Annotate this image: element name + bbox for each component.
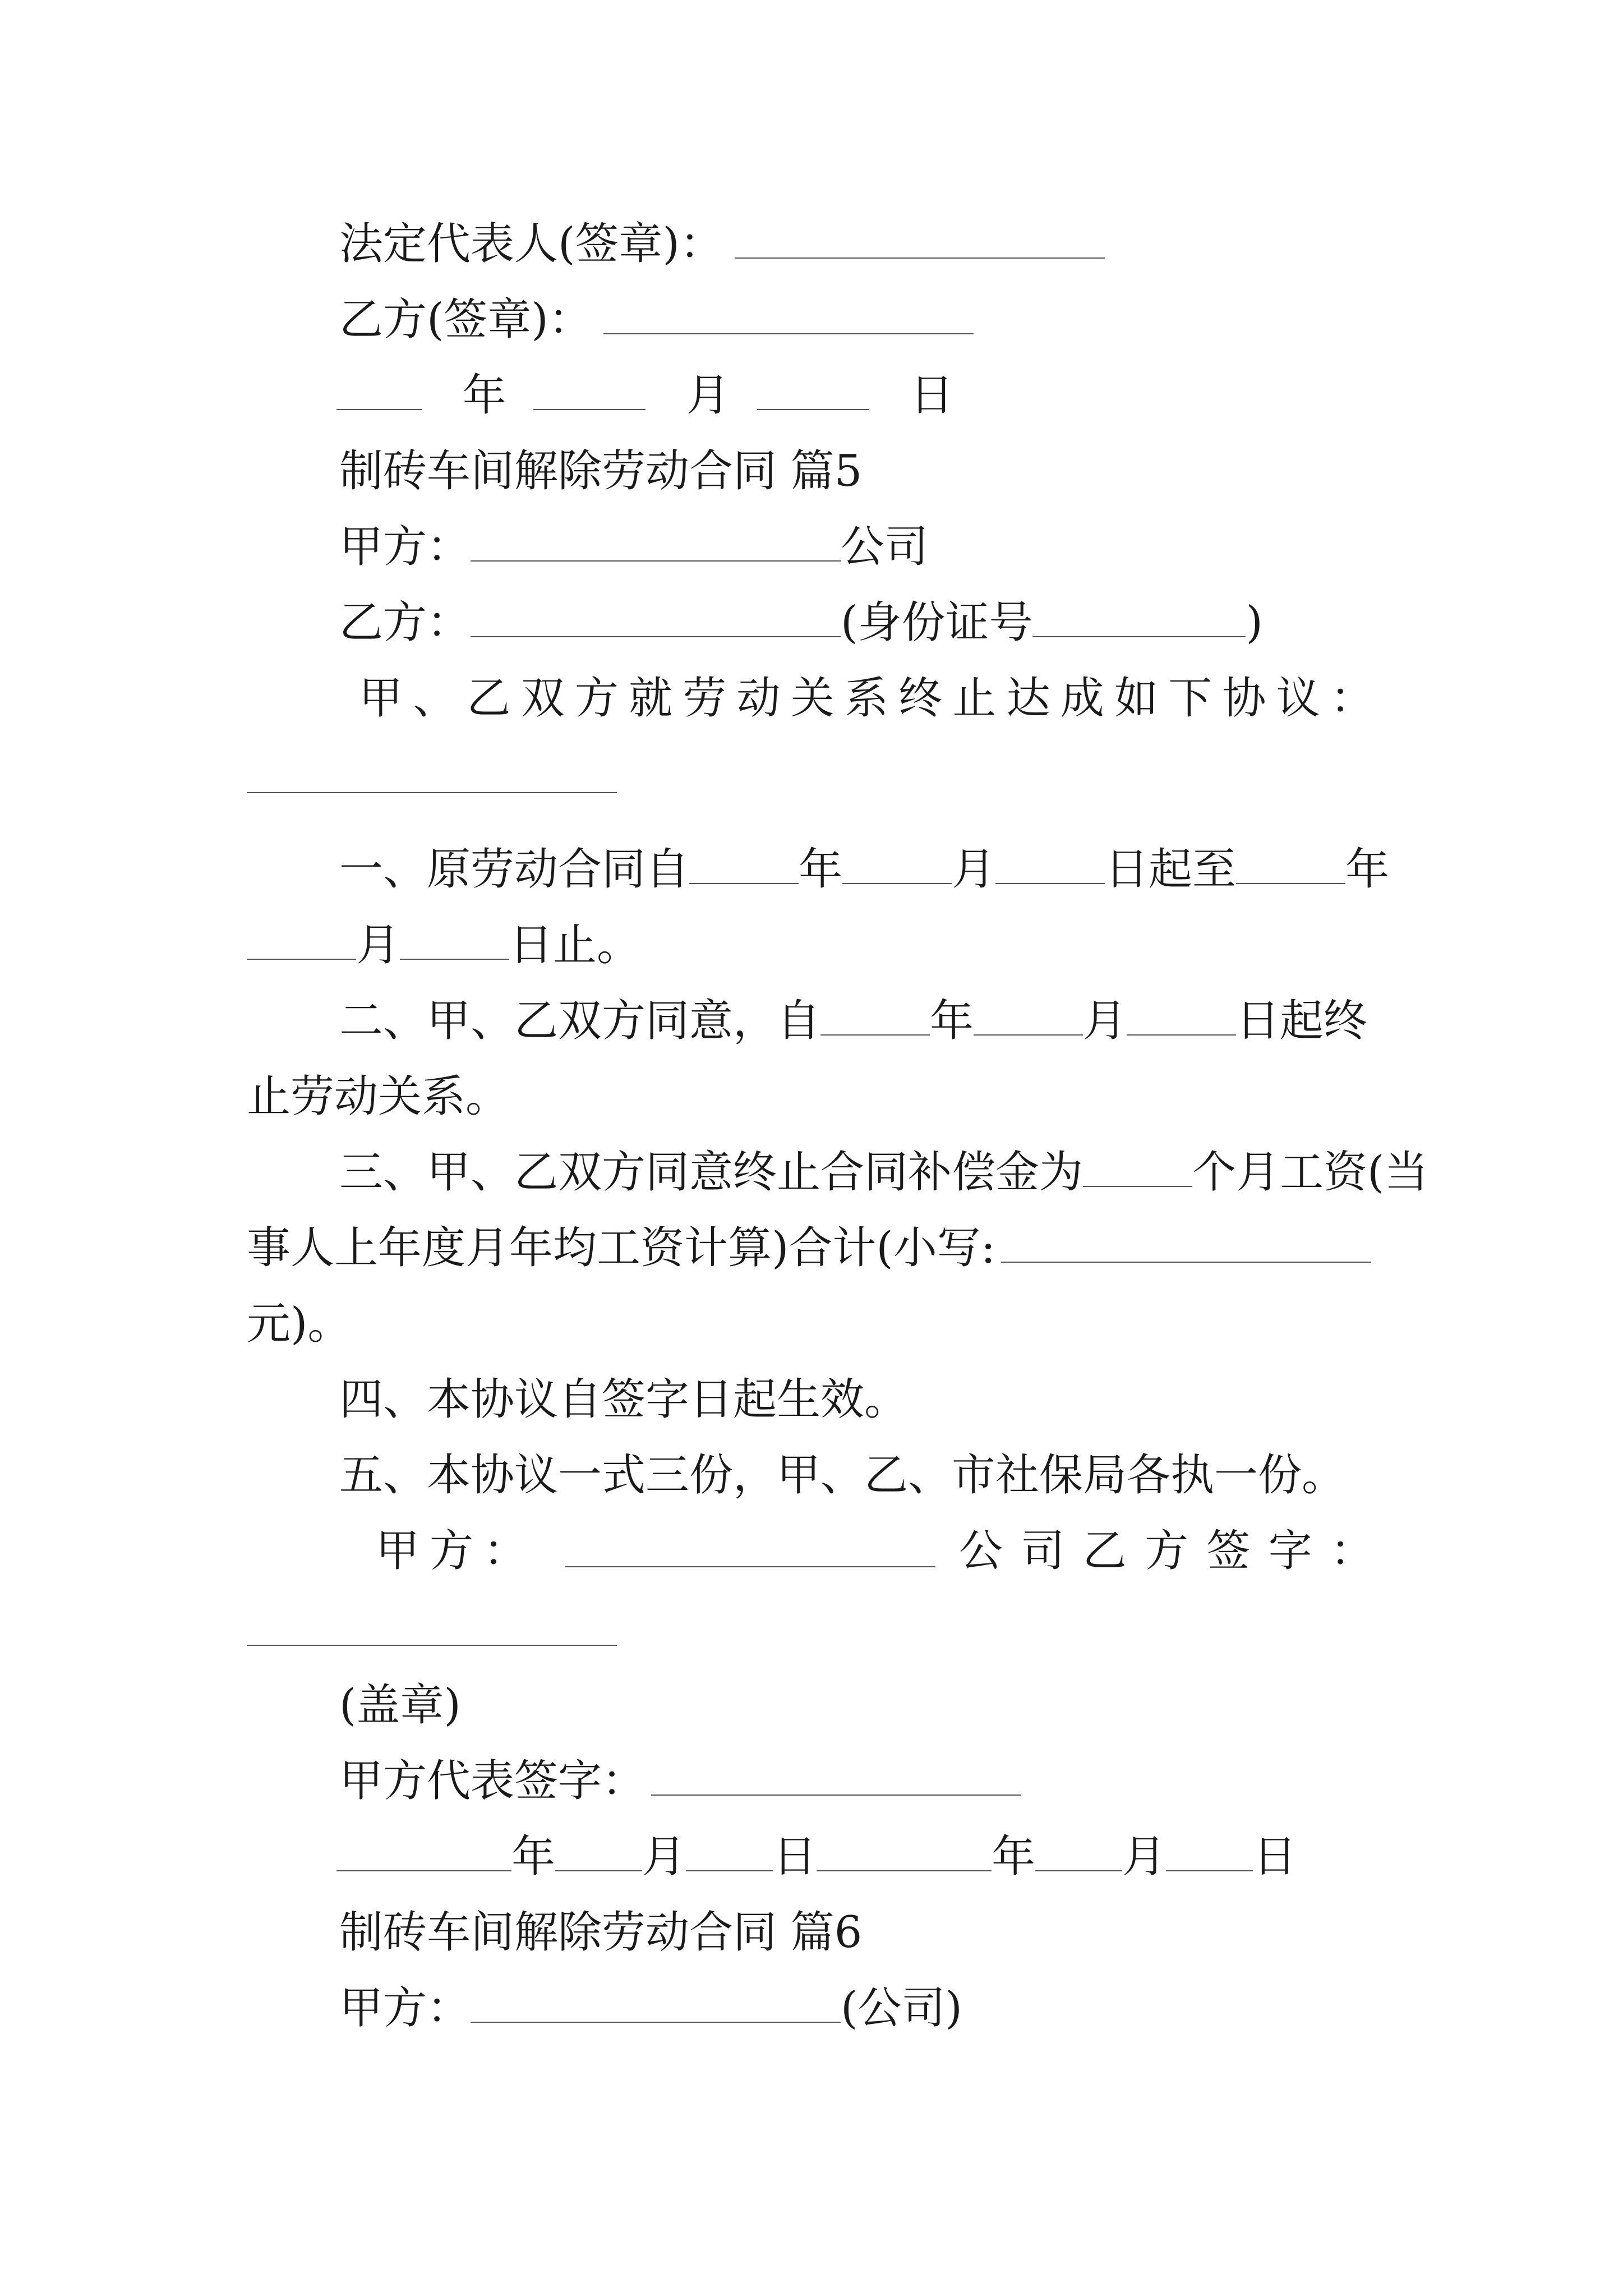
clause-2-line-2 <box>247 1069 509 1125</box>
sig-mid-char: 乙 <box>1082 1526 1127 1576</box>
sig-mid-char: ： <box>1330 1526 1374 1576</box>
d2-day-label: 日 <box>773 1832 817 1882</box>
date-line-2 <box>336 1829 1297 1885</box>
sig-a-char: 方 <box>429 1526 473 1576</box>
seal-line <box>339 1677 461 1733</box>
sig-mid-char: 公 <box>959 1526 1003 1576</box>
party-b-blank <box>471 595 841 637</box>
c1-year2-label: 年 <box>1345 844 1390 895</box>
d2-day2-label: 日 <box>1253 1832 1297 1882</box>
sig-party-a-blank <box>565 1566 935 1567</box>
c3-text-b: 个月工资(当 <box>1192 1147 1428 1198</box>
legal-rep-line <box>339 216 1105 272</box>
party-a-line <box>339 519 928 575</box>
d2-year-label: 年 <box>511 1832 556 1882</box>
party-b-sign-label: 乙方(签章)： <box>339 295 592 345</box>
intro-char: 达 <box>1006 673 1050 724</box>
p6-party-a-blank <box>471 1980 841 2023</box>
c1-year2-blank <box>1236 841 1345 884</box>
party-a-label: 甲方： <box>339 522 471 572</box>
c1-year-label: 年 <box>799 844 843 895</box>
legal-rep-label: 法定代表人(签章)： <box>339 219 723 269</box>
d2-day2-blank <box>1166 1829 1253 1871</box>
clause-4-line <box>339 1372 908 1428</box>
c1-month2-blank <box>247 917 356 960</box>
d2-month-blank <box>555 1829 642 1871</box>
sig-mid-char: 方 <box>1144 1526 1188 1576</box>
clause-3-line-3 <box>247 1296 351 1352</box>
date-line-1 <box>336 367 953 424</box>
c1-month-blank <box>842 841 952 884</box>
d2-month2-blank <box>1035 1829 1122 1871</box>
party-b-line <box>339 595 1263 651</box>
intro-char: 议 <box>1276 673 1320 724</box>
intro-char: 止 <box>952 673 997 724</box>
clause-1-line <box>339 841 1389 898</box>
sig-a-char: 甲 <box>376 1526 420 1576</box>
intro-char: 如 <box>1114 673 1159 724</box>
sig-mid-char: 签 <box>1206 1526 1251 1576</box>
c1-month-label: 月 <box>952 844 996 895</box>
rep-sign-line <box>339 1753 1021 1809</box>
sig-mid-char: 司 <box>1021 1526 1065 1576</box>
p6-party-a-suffix: (公司) <box>841 1983 962 2033</box>
party-b-sign-line <box>339 292 974 348</box>
c2-line2-text: 止劳动关系。 <box>247 1071 510 1122</box>
intro-char: 劳 <box>683 673 727 724</box>
section-title-6 <box>339 1904 862 1961</box>
c1-text-a: 一、原劳动合同自 <box>339 844 690 895</box>
section-title-6-text: 制砖车间解除劳动合同 篇6 <box>339 1907 863 1958</box>
intro-char: 动 <box>736 673 781 724</box>
c2-year-blank <box>820 993 930 1036</box>
intro-char: 关 <box>790 673 834 724</box>
d2-month-label: 月 <box>642 1832 686 1882</box>
date-day-blank <box>757 367 869 410</box>
clause-3-line <box>339 1144 1428 1200</box>
intro-char: 下 <box>1168 673 1212 724</box>
intro-char: 系 <box>844 673 888 724</box>
d2-day-blank <box>686 1829 773 1871</box>
c1-year-blank <box>689 841 799 884</box>
agreement-intro-blank <box>247 792 617 793</box>
intro-char: 双 <box>520 673 565 724</box>
party-b-sign-blank <box>603 292 974 334</box>
c1-end-label: 日止。 <box>509 920 641 970</box>
seal-text: (盖章) <box>339 1680 461 1731</box>
intro-char: 成 <box>1060 673 1104 724</box>
c4-text: 四、本协议自签字日起生效。 <box>339 1374 909 1425</box>
d2-year2-blank <box>817 1829 992 1871</box>
c2-end-label: 日起终 <box>1236 996 1368 1046</box>
clause-5-line <box>339 1447 1345 1503</box>
section-title-5-text: 制砖车间解除劳动合同 篇5 <box>339 446 863 496</box>
id-prefix: (身份证号 <box>841 597 1033 648</box>
id-suffix: ) <box>1246 597 1263 648</box>
legal-rep-blank <box>735 216 1105 259</box>
c3-amount-blank <box>1001 1220 1371 1263</box>
c2-day-blank <box>1127 993 1236 1036</box>
c2-text-a: 二、甲、乙双方同意，自 <box>339 996 821 1046</box>
c1-from-label: 日起至 <box>1105 844 1237 895</box>
clause-3-line-2 <box>247 1220 1371 1276</box>
c1-month2-label: 月 <box>356 920 400 970</box>
date-year-label: 年 <box>462 370 506 421</box>
p6-party-a-label: 甲方： <box>339 1983 471 2033</box>
c2-month-blank <box>974 993 1083 1036</box>
c5-text: 五、本协议一式三份，甲、乙、市社保局各执一份。 <box>339 1450 1346 1501</box>
rep-sign-blank <box>651 1753 1021 1796</box>
c2-year-label: 年 <box>930 996 974 1046</box>
clause-2-line <box>339 993 1367 1049</box>
party-a-suffix: 公司 <box>841 522 929 572</box>
clause-1-line-2 <box>247 917 640 973</box>
party-b-label: 乙方： <box>339 597 471 648</box>
sig-party-b-blank <box>247 1645 617 1646</box>
section-title-5 <box>339 443 862 499</box>
signature-line-b <box>959 1523 1374 1579</box>
date-month-label: 月 <box>686 370 730 421</box>
party-a-blank <box>471 519 841 562</box>
c3-text-a: 三、甲、乙双方同意终止合同补偿金为 <box>339 1147 1083 1198</box>
c1-day2-blank <box>400 917 509 960</box>
date-year-blank <box>336 367 422 410</box>
c1-day-blank <box>995 841 1105 884</box>
rep-sign-label: 甲方代表签字： <box>339 1756 646 1806</box>
date-month-blank <box>533 367 645 410</box>
intro-char: 终 <box>898 673 943 724</box>
d2-month2-label: 月 <box>1122 1832 1166 1882</box>
intro-char: 方 <box>574 673 619 724</box>
intro-char: 乙 <box>467 673 511 724</box>
c3-line2-text: 事人上年度月年均工资计算)合计(小写: <box>247 1223 996 1273</box>
sig-a-char: ： <box>483 1526 527 1576</box>
intro-char: ： <box>1330 673 1374 724</box>
c2-month-label: 月 <box>1083 996 1127 1046</box>
c3-line3-text: 元)。 <box>247 1299 352 1349</box>
date-day-label: 日 <box>910 370 954 421</box>
intro-char: 就 <box>629 673 673 724</box>
id-number-blank <box>1032 595 1246 637</box>
sig-mid-char: 字 <box>1268 1526 1312 1576</box>
agreement-intro-line <box>359 670 1374 726</box>
intro-char: 甲 <box>359 673 403 724</box>
d2-year2-label: 年 <box>992 1832 1036 1882</box>
c3-months-blank <box>1083 1144 1192 1187</box>
intro-char: 、 <box>413 673 457 724</box>
intro-char: 协 <box>1222 673 1266 724</box>
p6-party-a-line <box>339 1980 962 2036</box>
signature-line-a <box>376 1523 527 1579</box>
d2-year-blank <box>336 1829 511 1871</box>
